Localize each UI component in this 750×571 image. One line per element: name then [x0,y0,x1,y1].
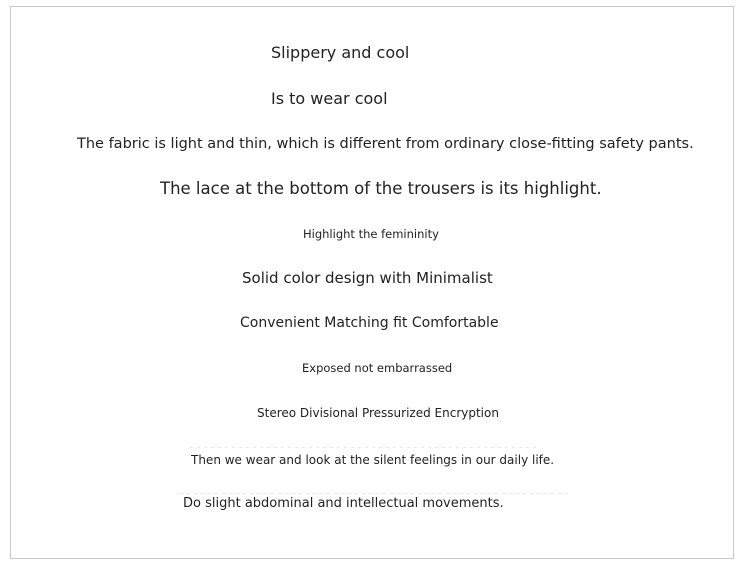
text-line-daily-life: Then we wear and look at the silent feelings in our daily life. [191,453,555,467]
text-line-convenient: Convenient Matching fit Comfortable [240,315,499,331]
text-line-exposed: Exposed not embarrassed [302,361,453,375]
text-line-solid-color: Solid color design with Minimalist [242,269,493,287]
text-line-fabric: The fabric is light and thin, which is different from ordinary close-fitting safety pants. [77,136,694,152]
faint-trace [190,447,540,448]
text-line-femininity: Highlight the femininity [303,227,439,241]
text-line-lace: The lace at the bottom of the trousers is its highlight. [160,179,602,198]
text-line-wear-cool: Is to wear cool [271,89,388,108]
text-line-stereo: Stereo Divisional Pressurized Encryption [257,406,499,420]
faint-trace [180,493,570,494]
text-line-slippery: Slippery and cool [271,43,410,62]
text-line-movements: Do slight abdominal and intellectual movements. [183,496,504,511]
